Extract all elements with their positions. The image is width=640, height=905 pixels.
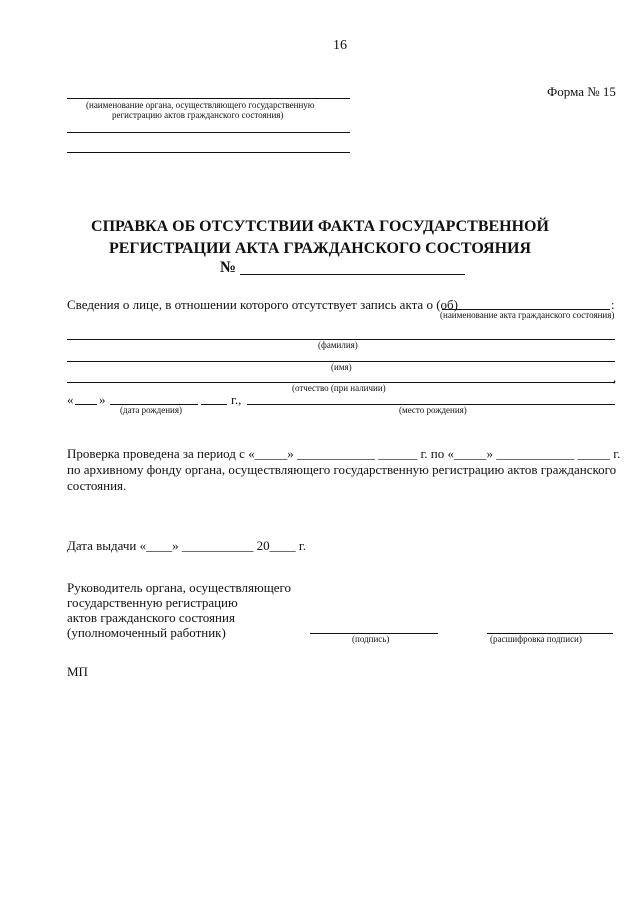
patronymic-caption: (отчество (при наличии) xyxy=(292,383,386,393)
head-line2: государственную регистрацию xyxy=(67,595,238,610)
name-caption: (имя) xyxy=(331,362,352,372)
issuer-caption-2: регистрацию актов гражданского состояния) xyxy=(112,110,284,120)
check-text-line3: состояния. xyxy=(67,478,127,493)
info-colon: : xyxy=(611,297,615,312)
head-line1: Руководитель органа, осуществляющего xyxy=(67,580,291,595)
act-name-caption: (наименование акта гражданского состояния) xyxy=(440,310,615,320)
patronymic-comma: , xyxy=(613,370,617,385)
check-text-line1: Проверка проведена за период с «_____» ____________ ______ г. по «_____» ____________ _____ г. xyxy=(67,446,621,461)
birth-year-line[interactable] xyxy=(201,404,227,405)
issuer-line[interactable] xyxy=(67,98,350,99)
head-line3: актов гражданского состояния xyxy=(67,610,235,625)
head-line4: (уполномоченный работник) xyxy=(67,625,226,640)
form-number: Форма № 15 xyxy=(547,84,616,99)
issuer-caption-1: (наименование органа, осуществляющего государственную xyxy=(86,100,315,110)
certificate-number-line[interactable] xyxy=(240,274,465,275)
surname-caption: (фамилия) xyxy=(318,340,358,350)
info-text: Сведения о лице, в отношении которого отсутствует запись акта о (об) xyxy=(67,297,458,312)
stamp-label: МП xyxy=(67,664,88,679)
document-title-line1: СПРАВКА ОБ ОТСУТСТВИИ ФАКТА ГОСУДАРСТВЕННОЙ xyxy=(91,218,549,235)
issue-date: Дата выдачи «____» ___________ 20____ г. xyxy=(67,538,307,553)
birth-close-quote: » xyxy=(99,392,106,407)
signature-decode-caption: (расшифровка подписи) xyxy=(490,634,582,644)
birth-day-line[interactable] xyxy=(75,404,97,405)
page-number: 16 xyxy=(333,38,347,53)
check-text-line2: по архивному фонду органа, осуществляющего государственную регистрацию актов гражданского xyxy=(67,462,617,477)
birth-place-caption: (место рождения) xyxy=(399,405,467,415)
document-title-line2: РЕГИСТРАЦИИ АКТА ГРАЖДАНСКОГО СОСТОЯНИЯ xyxy=(108,240,532,257)
number-sign: № xyxy=(220,259,237,276)
issuer-line-2[interactable] xyxy=(67,132,350,133)
issuer-line-3[interactable] xyxy=(67,152,350,153)
birth-date-caption: (дата рождения) xyxy=(120,405,182,415)
signature-caption: (подпись) xyxy=(352,634,390,644)
birth-open-quote: « xyxy=(67,392,74,407)
birth-year-suffix: г., xyxy=(231,392,242,407)
